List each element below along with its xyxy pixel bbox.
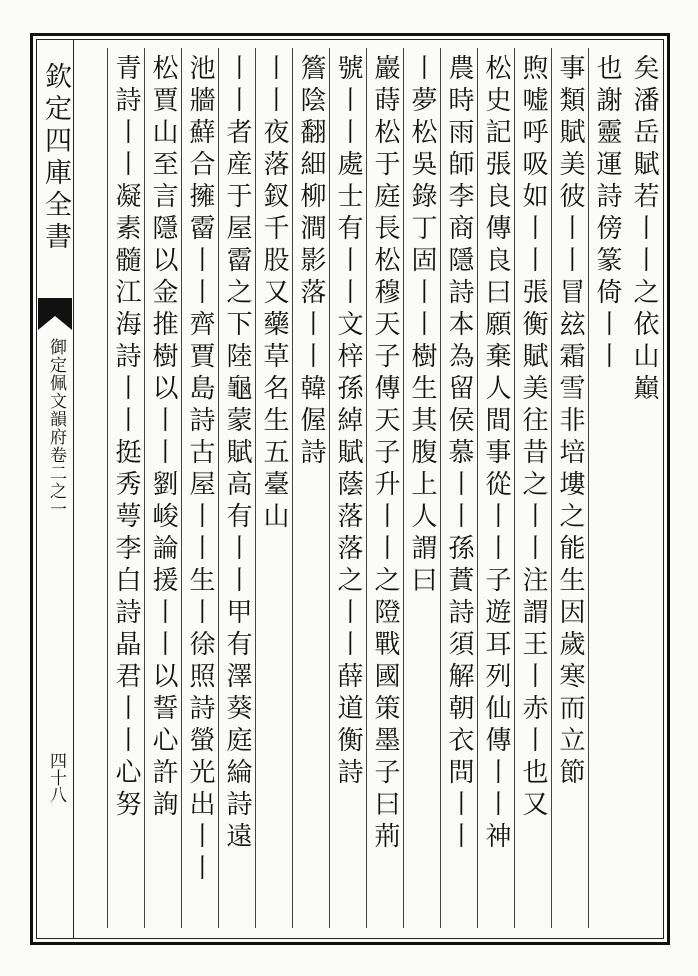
text-column-15: [107, 48, 144, 928]
text-column-12: [218, 48, 255, 928]
column-text: 也謝靈運詩傍篆倚丨丨: [592, 54, 622, 374]
column-text: 青詩丨丨凝素髓江海詩丨丨挺秀萼李白詩晶君丨丨心努: [111, 54, 141, 822]
column-text: 松史記張良傳良曰願棄人間事從丨丨子遊耳列仙傳丨丨神: [481, 54, 511, 854]
column-text: 事類賦美彼丨丨冒玆霜雪非培塿之能生因歲寒而立節: [555, 54, 585, 790]
column-text: 松賈山至言隱以金推樹以丨丨劉峻論援丨丨以誓心許詢: [148, 54, 178, 822]
fishtail-mark-icon: [38, 298, 72, 330]
text-column-7: [403, 48, 440, 928]
bottom-rule: [30, 942, 670, 945]
text-column-9: [329, 48, 366, 928]
text-column-10: [292, 48, 329, 928]
column-text: 丨丨夜落釵千股又藥草名生五臺山: [259, 54, 289, 534]
column-text: 農時雨師李商隱詩本為留侯慕丨丨孫蕡詩須解朝衣問丨丨: [444, 54, 474, 854]
column-text: 丨夢松吳錄丁固丨丨樹生其腹上人謂曰: [407, 54, 437, 598]
text-column-14: [144, 48, 181, 928]
column-text: 號丨丨處士有丨丨文梓孫綽賦蔭落落之丨丨薛道衡詩: [333, 54, 363, 790]
text-column-1: [625, 48, 662, 928]
page-number: 四十八: [46, 752, 66, 803]
text-column-11: [255, 48, 292, 928]
column-text: 矣潘岳賦若丨丨之依山巔: [629, 54, 659, 406]
text-column-13: [181, 48, 218, 928]
text-column-4: [514, 48, 551, 928]
column-text: 煦嘘呼吸如丨丨張衡賦美往昔之丨丨注謂王丨赤丨也又: [518, 54, 548, 822]
text-column-5: [477, 48, 514, 928]
column-text: 巖蒔松于庭長松穆天子傳天子升丨丨之隥戰國策墨子曰荊: [370, 54, 400, 854]
column-text: 池牆蘚合擁霤丨丨齊賈島詩古屋丨丨生丨徐照詩螢光出丨丨: [185, 54, 215, 886]
volume-title: 御定佩文韻府卷二之一: [46, 338, 66, 518]
text-column-3: [551, 48, 588, 928]
text-column-8: [366, 48, 403, 928]
text-column-6: [440, 48, 477, 928]
column-text: 簷陰翻細柳澗影落丨丨韓偓詩: [296, 54, 326, 470]
text-column-2: [588, 48, 625, 928]
column-text: 丨丨者産于屋霤之下陸龜蒙賦高有丨丨甲有澤葵庭綸詩遠: [222, 54, 252, 854]
book-title: 欽定四庫全書: [40, 62, 71, 254]
